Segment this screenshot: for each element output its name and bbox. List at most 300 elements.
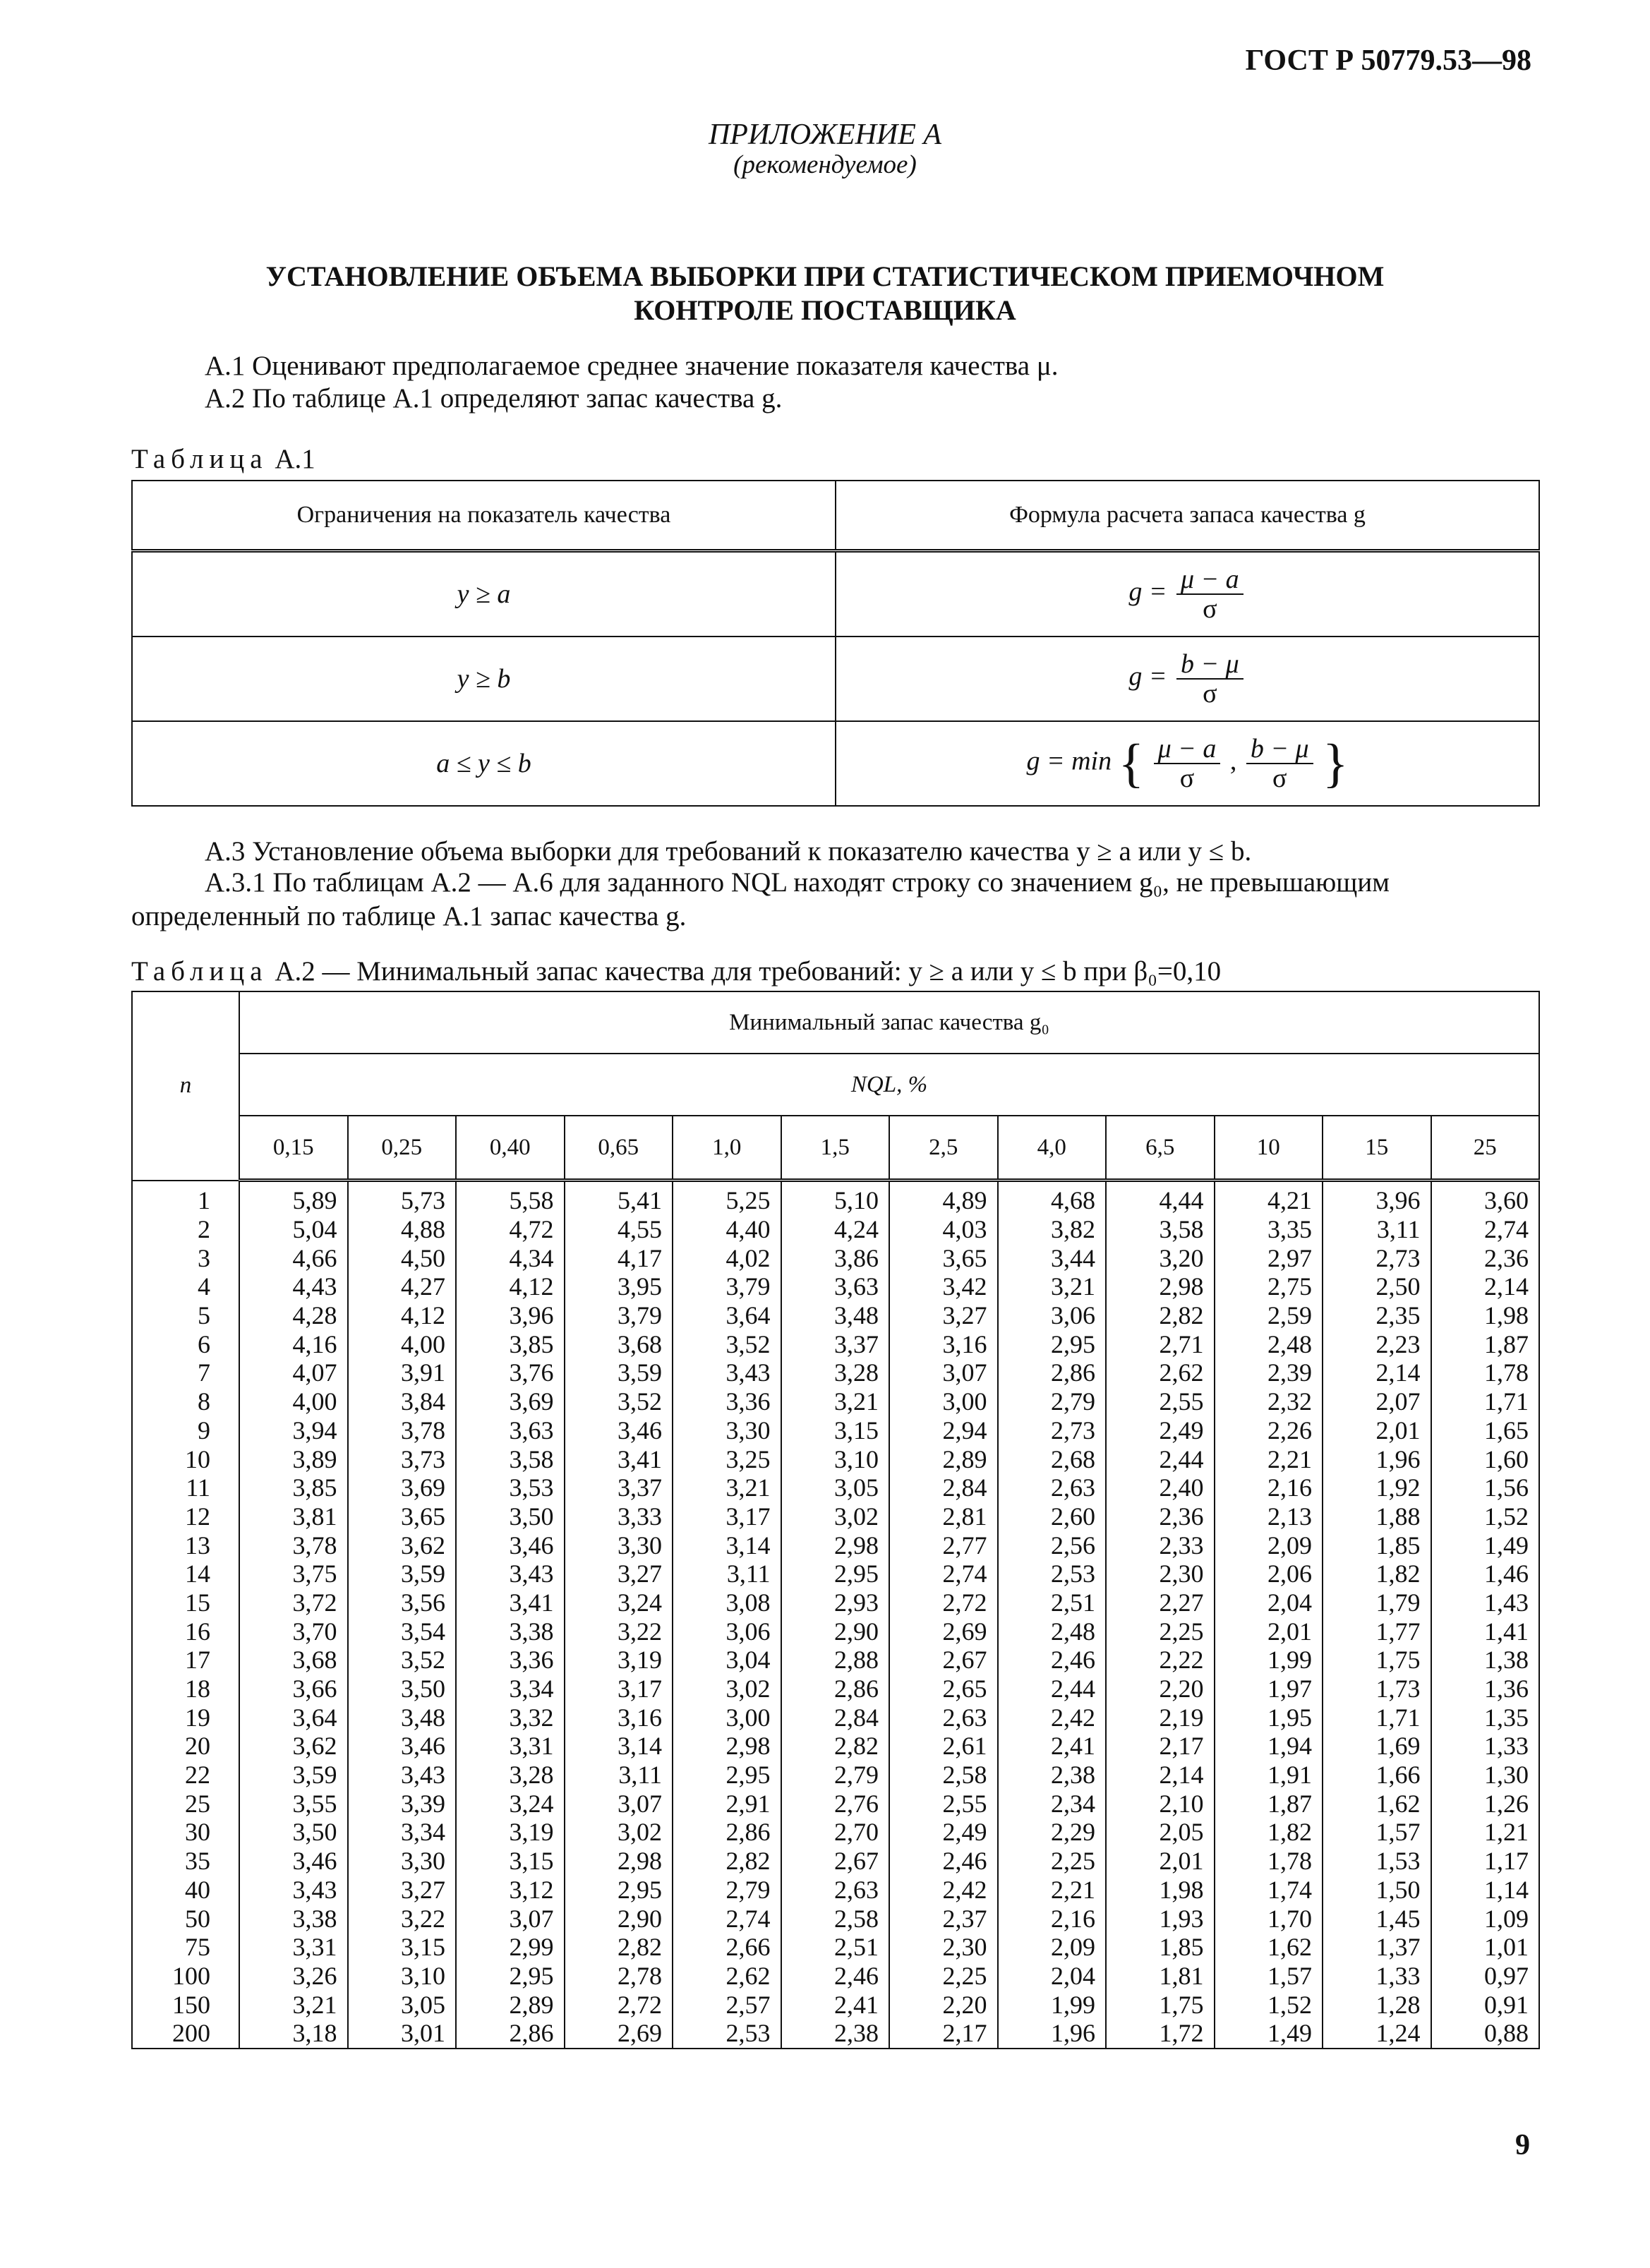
value-cell: 2,86 (673, 1818, 781, 1847)
right-brace: } (1323, 734, 1349, 793)
value-cell: 3,75 (239, 1560, 348, 1588)
group-header: Минимальный запас качества g₀ (239, 991, 1539, 1054)
value-cell: 2,99 (456, 1933, 565, 1962)
value-cell: 3,68 (565, 1329, 673, 1358)
value-cell: 2,14 (1431, 1272, 1540, 1301)
value-cell: 1,57 (1215, 1962, 1323, 1991)
value-cell: 3,59 (348, 1560, 457, 1588)
value-cell: 1,78 (1215, 1847, 1323, 1876)
table-a1-row (132, 721, 1539, 806)
value-cell: 2,53 (998, 1560, 1107, 1588)
value-cell: 4,68 (998, 1181, 1107, 1215)
value-cell: 2,74 (1431, 1215, 1540, 1244)
value-cell: 3,89 (239, 1444, 348, 1473)
value-cell: 3,24 (565, 1588, 673, 1617)
sample-size-cell: 6 (132, 1329, 239, 1358)
sample-size-cell: 14 (132, 1560, 239, 1588)
value-cell: 4,72 (456, 1215, 565, 1244)
value-cell: 3,00 (673, 1703, 781, 1732)
value-cell: 3,35 (1215, 1215, 1323, 1244)
value-cell: 2,95 (565, 1876, 673, 1905)
value-cell: 3,16 (889, 1329, 998, 1358)
nql-level-header: 2,5 (889, 1116, 998, 1181)
value-cell: 2,82 (565, 1933, 673, 1962)
value-cell: 1,87 (1431, 1329, 1540, 1358)
value-cell: 2,95 (673, 1761, 781, 1790)
value-cell: 1,33 (1323, 1962, 1431, 1991)
value-cell: 1,24 (1323, 2019, 1431, 2049)
value-cell: 3,11 (565, 1761, 673, 1790)
value-cell: 3,11 (673, 1560, 781, 1588)
value-cell: 4,00 (239, 1387, 348, 1416)
table-row (132, 1703, 1539, 1732)
value-cell: 3,06 (998, 1301, 1107, 1330)
value-cell: 2,70 (781, 1818, 890, 1847)
table-a2-caption-text: А.2 — Минимальный запас качества для требований: y ≥ a или y ≤ b при β₀=0,10 (275, 956, 1222, 987)
value-cell: 2,91 (673, 1789, 781, 1818)
page-number: 9 (1515, 2129, 1530, 2161)
value-cell: 2,89 (889, 1444, 998, 1473)
value-cell: 2,90 (565, 1904, 673, 1933)
value-cell: 3,73 (348, 1444, 457, 1473)
value-cell: 3,60 (1431, 1181, 1540, 1215)
value-cell: 1,82 (1323, 1560, 1431, 1588)
value-cell: 2,90 (781, 1617, 890, 1646)
table-a1-caption-number: А.1 (275, 444, 315, 474)
value-cell: 1,37 (1323, 1933, 1431, 1962)
value-cell: 3,34 (348, 1818, 457, 1847)
value-cell: 2,04 (998, 1962, 1107, 1991)
value-cell: 2,46 (889, 1847, 998, 1876)
value-cell: 3,48 (348, 1703, 457, 1732)
value-cell: 3,20 (1106, 1243, 1215, 1272)
value-cell: 2,44 (998, 1675, 1107, 1703)
paragraph-a2: А.2 По таблице А.1 определяют запас качества g. (205, 383, 783, 414)
sample-size-cell: 50 (132, 1904, 239, 1933)
value-cell: 2,14 (1323, 1358, 1431, 1387)
value-cell: 3,76 (456, 1358, 565, 1387)
value-cell: 4,16 (239, 1329, 348, 1358)
value-cell: 1,62 (1323, 1789, 1431, 1818)
table-row (132, 1904, 1539, 1933)
value-cell: 3,01 (348, 2019, 457, 2049)
value-cell: 2,74 (673, 1904, 781, 1933)
nql-levels-row (132, 1116, 1539, 1181)
value-cell: 2,73 (1323, 1243, 1431, 1272)
value-cell: 1,82 (1215, 1818, 1323, 1847)
value-cell: 2,29 (998, 1818, 1107, 1847)
fraction (1176, 565, 1243, 623)
value-cell: 1,65 (1431, 1416, 1540, 1445)
value-cell: 5,04 (239, 1215, 348, 1244)
value-cell: 2,20 (889, 1990, 998, 2019)
value-cell: 4,89 (889, 1181, 998, 1215)
value-cell: 2,48 (1215, 1329, 1323, 1358)
nql-level-header: 0,65 (565, 1116, 673, 1181)
value-cell: 3,42 (889, 1272, 998, 1301)
value-cell: 3,26 (239, 1962, 348, 1991)
value-cell: 1,56 (1431, 1473, 1540, 1502)
section-title-line-2: КОНТРОЛЕ ПОСТАВЩИКА (634, 294, 1016, 326)
value-cell: 1,74 (1215, 1876, 1323, 1905)
value-cell: 3,02 (781, 1502, 890, 1531)
value-cell: 3,18 (239, 2019, 348, 2049)
value-cell: 4,66 (239, 1243, 348, 1272)
value-cell: 4,17 (565, 1243, 673, 1272)
value-cell: 2,25 (1106, 1617, 1215, 1646)
value-cell: 1,79 (1323, 1588, 1431, 1617)
value-cell: 2,79 (673, 1876, 781, 1905)
appendix-subtitle: (рекомендуемое) (733, 150, 917, 179)
value-cell: 3,59 (239, 1761, 348, 1790)
value-cell: 3,00 (889, 1387, 998, 1416)
formula-cell (836, 551, 1539, 637)
table-row (132, 1243, 1539, 1272)
value-cell: 3,24 (456, 1789, 565, 1818)
value-cell: 2,16 (998, 1904, 1107, 1933)
value-cell: 3,59 (565, 1358, 673, 1387)
value-cell: 2,38 (998, 1761, 1107, 1790)
value-cell: 3,21 (781, 1387, 890, 1416)
table-row (132, 1962, 1539, 1991)
table-row (132, 1675, 1539, 1703)
value-cell: 5,10 (781, 1181, 890, 1215)
value-cell: 2,78 (565, 1962, 673, 1991)
value-cell: 2,88 (781, 1646, 890, 1675)
value-cell: 1,71 (1323, 1703, 1431, 1732)
table-a1-caption (131, 443, 315, 475)
value-cell: 3,30 (348, 1847, 457, 1876)
sample-size-cell: 100 (132, 1962, 239, 1991)
value-cell: 1,87 (1215, 1789, 1323, 1818)
table-a2-body (132, 1181, 1539, 2049)
paragraph-a1: А.1 Оценивают предполагаемое среднее значение показателя качества μ. (205, 351, 1059, 381)
table-row (132, 1531, 1539, 1560)
value-cell: 2,72 (889, 1588, 998, 1617)
value-cell: 3,43 (673, 1358, 781, 1387)
value-cell: 3,25 (673, 1444, 781, 1473)
value-cell: 2,14 (1106, 1761, 1215, 1790)
value-cell: 5,58 (456, 1181, 565, 1215)
sample-size-cell: 20 (132, 1732, 239, 1761)
value-cell: 3,36 (456, 1646, 565, 1675)
table-a1-header-formula: Формула расчета запаса качества g (836, 481, 1539, 551)
table-row (132, 1789, 1539, 1818)
value-cell: 2,16 (1215, 1473, 1323, 1502)
table-row (132, 1732, 1539, 1761)
value-cell: 2,25 (998, 1847, 1107, 1876)
value-cell: 3,34 (456, 1675, 565, 1703)
table-row (132, 1301, 1539, 1330)
value-cell: 1,75 (1106, 1990, 1215, 2019)
value-cell: 2,95 (456, 1962, 565, 1991)
value-cell: 4,12 (456, 1272, 565, 1301)
value-cell: 3,69 (456, 1387, 565, 1416)
value-cell: 3,62 (348, 1531, 457, 1560)
value-cell: 3,55 (239, 1789, 348, 1818)
value-cell: 3,37 (781, 1329, 890, 1358)
value-cell: 1,53 (1323, 1847, 1431, 1876)
value-cell: 2,73 (998, 1416, 1107, 1445)
value-cell: 3,78 (239, 1531, 348, 1560)
value-cell: 4,50 (348, 1243, 457, 1272)
value-cell: 3,14 (673, 1531, 781, 1560)
sample-size-cell: 15 (132, 1588, 239, 1617)
value-cell: 3,38 (456, 1617, 565, 1646)
value-cell: 3,54 (348, 1617, 457, 1646)
value-cell: 4,21 (1215, 1181, 1323, 1215)
fraction (1154, 735, 1221, 792)
table-a1-row (132, 551, 1539, 637)
table-row (132, 1181, 1539, 1215)
table-row (132, 1329, 1539, 1358)
formula-cell (836, 637, 1539, 721)
table-row (132, 1617, 1539, 1646)
value-cell: 2,38 (781, 2019, 890, 2049)
value-cell: 1,46 (1431, 1560, 1540, 1588)
value-cell: 2,63 (998, 1473, 1107, 1502)
value-cell: 1,71 (1431, 1387, 1540, 1416)
value-cell: 1,91 (1215, 1761, 1323, 1790)
value-cell: 1,95 (1215, 1703, 1323, 1732)
value-cell: 2,27 (1106, 1588, 1215, 1617)
value-cell: 2,69 (889, 1617, 998, 1646)
value-cell: 5,89 (239, 1181, 348, 1215)
value-cell: 3,79 (673, 1272, 781, 1301)
value-cell: 1,93 (1106, 1904, 1215, 1933)
sample-size-cell: 9 (132, 1416, 239, 1445)
value-cell: 2,53 (673, 2019, 781, 2049)
value-cell: 1,70 (1215, 1904, 1323, 1933)
table-row (132, 1358, 1539, 1387)
paragraph-a3: А.3 Установление объема выборки для требований к показателю качества y ≥ a или y ≤ b. (205, 836, 1252, 867)
sample-size-cell: 4 (132, 1272, 239, 1301)
value-cell: 3,21 (239, 1990, 348, 2019)
value-cell: 3,85 (239, 1473, 348, 1502)
value-cell: 1,01 (1431, 1933, 1540, 1962)
value-cell: 4,28 (239, 1301, 348, 1330)
value-cell: 3,62 (239, 1732, 348, 1761)
value-cell: 2,97 (1215, 1243, 1323, 1272)
value-cell: 3,22 (565, 1617, 673, 1646)
value-cell: 3,70 (239, 1617, 348, 1646)
sample-size-cell: 18 (132, 1675, 239, 1703)
value-cell: 2,84 (781, 1703, 890, 1732)
sample-size-cell: 1 (132, 1181, 239, 1215)
value-cell: 1,99 (1215, 1646, 1323, 1675)
value-cell: 3,10 (348, 1962, 457, 1991)
value-cell: 3,27 (348, 1876, 457, 1905)
value-cell: 2,95 (998, 1329, 1107, 1358)
value-cell: 2,82 (1106, 1301, 1215, 1330)
value-cell: 1,98 (1431, 1301, 1540, 1330)
value-cell: 2,34 (998, 1789, 1107, 1818)
nql-level-header: 25 (1431, 1116, 1540, 1181)
value-cell: 3,06 (673, 1617, 781, 1646)
value-cell: 2,55 (889, 1789, 998, 1818)
value-cell: 2,86 (998, 1358, 1107, 1387)
value-cell: 3,15 (781, 1416, 890, 1445)
table-a2-caption-word: Таблица (131, 956, 268, 987)
value-cell: 4,02 (673, 1243, 781, 1272)
value-cell: 3,17 (565, 1675, 673, 1703)
value-cell: 2,23 (1323, 1329, 1431, 1358)
table-row (132, 1502, 1539, 1531)
nql-level-header: 15 (1323, 1116, 1431, 1181)
value-cell: 3,43 (348, 1761, 457, 1790)
value-cell: 2,51 (781, 1933, 890, 1962)
value-cell: 2,32 (1215, 1387, 1323, 1416)
value-cell: 3,41 (456, 1588, 565, 1617)
formula-lhs: g = min (1026, 746, 1112, 776)
value-cell: 2,07 (1323, 1387, 1431, 1416)
value-cell: 3,05 (348, 1990, 457, 2019)
value-cell: 1,09 (1431, 1904, 1540, 1933)
fraction-denominator: σ (1272, 764, 1287, 793)
value-cell: 3,05 (781, 1473, 890, 1502)
value-cell: 3,46 (348, 1732, 457, 1761)
value-cell: 3,39 (348, 1789, 457, 1818)
value-cell: 2,09 (1215, 1531, 1323, 1560)
value-cell: 3,17 (673, 1502, 781, 1531)
value-cell: 3,69 (348, 1473, 457, 1502)
value-cell: 2,79 (781, 1761, 890, 1790)
sample-size-cell: 40 (132, 1876, 239, 1905)
sample-size-cell: 10 (132, 1444, 239, 1473)
value-cell: 1,35 (1431, 1703, 1540, 1732)
formula-cell (836, 721, 1539, 806)
nql-level-header: 1,0 (673, 1116, 781, 1181)
value-cell: 2,74 (889, 1560, 998, 1588)
value-cell: 3,65 (348, 1502, 457, 1531)
value-cell: 2,30 (1106, 1560, 1215, 1588)
table-a1-row (132, 637, 1539, 721)
value-cell: 2,59 (1215, 1301, 1323, 1330)
value-cell: 3,02 (673, 1675, 781, 1703)
value-cell: 2,63 (781, 1876, 890, 1905)
document-code: ГОСТ Р 50779.53—98 (1245, 44, 1531, 77)
value-cell: 2,98 (781, 1531, 890, 1560)
value-cell: 2,01 (1215, 1617, 1323, 1646)
formula-lhs: g = (1128, 661, 1167, 692)
value-cell: 3,68 (239, 1646, 348, 1675)
value-cell: 3,50 (239, 1818, 348, 1847)
nql-level-header: 0,25 (348, 1116, 457, 1181)
value-cell: 3,33 (565, 1502, 673, 1531)
fraction (1176, 650, 1243, 708)
nql-level-header: 0,40 (456, 1116, 565, 1181)
value-cell: 3,52 (565, 1387, 673, 1416)
left-brace: { (1118, 734, 1145, 793)
value-cell: 1,60 (1431, 1444, 1540, 1473)
value-cell: 2,17 (1106, 1732, 1215, 1761)
table-row (132, 1876, 1539, 1905)
value-cell: 3,04 (673, 1646, 781, 1675)
value-cell: 2,49 (889, 1818, 998, 1847)
value-cell: 3,84 (348, 1387, 457, 1416)
value-cell: 2,93 (781, 1588, 890, 1617)
value-cell: 3,56 (348, 1588, 457, 1617)
value-cell: 3,65 (889, 1243, 998, 1272)
nql-level-header: 10 (1215, 1116, 1323, 1181)
value-cell: 1,17 (1431, 1847, 1540, 1876)
table-a2-caption (131, 955, 1221, 987)
value-cell: 3,28 (781, 1358, 890, 1387)
constraint-cell: a ≤ y ≤ b (132, 721, 836, 806)
value-cell: 1,96 (1323, 1444, 1431, 1473)
value-cell: 3,31 (239, 1933, 348, 1962)
fraction-denominator: σ (1203, 594, 1217, 624)
sample-size-cell: 200 (132, 2019, 239, 2049)
fraction-numerator: μ − a (1154, 735, 1221, 764)
sample-size-cell: 22 (132, 1761, 239, 1790)
value-cell: 5,25 (673, 1181, 781, 1215)
sample-size-cell: 5 (132, 1301, 239, 1330)
table-row (132, 1416, 1539, 1445)
value-cell: 2,58 (781, 1904, 890, 1933)
value-cell: 3,43 (239, 1876, 348, 1905)
value-cell: 2,95 (781, 1560, 890, 1588)
value-cell: 0,88 (1431, 2019, 1540, 2049)
value-cell: 2,79 (998, 1387, 1107, 1416)
value-cell: 3,19 (565, 1646, 673, 1675)
value-cell: 2,49 (1106, 1416, 1215, 1445)
value-cell: 3,30 (565, 1531, 673, 1560)
value-cell: 2,57 (673, 1990, 781, 2019)
value-cell: 1,36 (1431, 1675, 1540, 1703)
value-cell: 2,63 (889, 1703, 998, 1732)
value-cell: 3,63 (781, 1272, 890, 1301)
fraction-denominator: σ (1179, 764, 1195, 793)
value-cell: 2,09 (998, 1933, 1107, 1962)
value-cell: 3,91 (348, 1358, 457, 1387)
value-cell: 2,81 (889, 1502, 998, 1531)
value-cell: 3,08 (673, 1588, 781, 1617)
value-cell: 3,15 (348, 1933, 457, 1962)
value-cell: 1,75 (1323, 1646, 1431, 1675)
value-cell: 2,86 (781, 1675, 890, 1703)
value-cell: 1,85 (1323, 1531, 1431, 1560)
value-cell: 3,07 (889, 1358, 998, 1387)
value-cell: 4,00 (348, 1329, 457, 1358)
value-cell: 2,71 (1106, 1329, 1215, 1358)
value-cell: 3,94 (239, 1416, 348, 1445)
value-cell: 1,43 (1431, 1588, 1540, 1617)
value-cell: 2,98 (1106, 1272, 1215, 1301)
value-cell: 2,58 (889, 1761, 998, 1790)
value-cell: 2,61 (889, 1732, 998, 1761)
value-cell: 3,52 (348, 1646, 457, 1675)
value-cell: 3,07 (456, 1904, 565, 1933)
sample-size-cell: 16 (132, 1617, 239, 1646)
value-cell: 2,94 (889, 1416, 998, 1445)
value-cell: 5,73 (348, 1181, 457, 1215)
value-cell: 3,02 (565, 1818, 673, 1847)
table-row (132, 1933, 1539, 1962)
value-cell: 1,97 (1215, 1675, 1323, 1703)
value-cell: 2,75 (1215, 1272, 1323, 1301)
sample-size-cell: 3 (132, 1243, 239, 1272)
value-cell: 3,36 (673, 1387, 781, 1416)
value-cell: 2,62 (1106, 1358, 1215, 1387)
value-cell: 2,62 (673, 1962, 781, 1991)
value-cell: 1,21 (1431, 1818, 1540, 1847)
value-cell: 1,78 (1431, 1358, 1540, 1387)
value-cell: 1,52 (1431, 1502, 1540, 1531)
value-cell: 2,21 (1215, 1444, 1323, 1473)
value-cell: 4,12 (348, 1301, 457, 1330)
sample-size-cell: 30 (132, 1818, 239, 1847)
